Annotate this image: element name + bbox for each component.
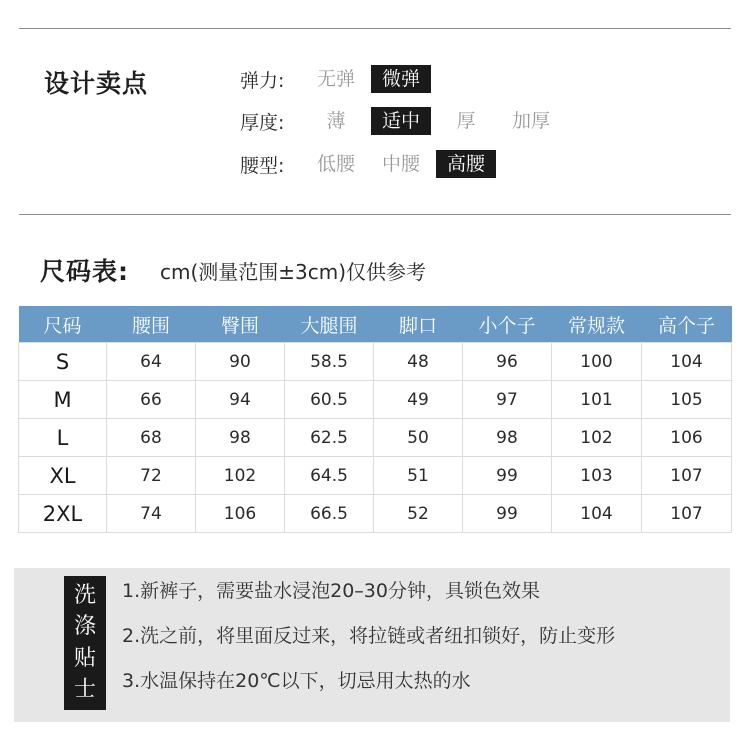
table-cell: 104 <box>552 495 642 533</box>
option-value: 厚 <box>456 110 476 132</box>
table-cell: 104 <box>642 343 732 381</box>
option-label: 弹力: <box>240 69 285 92</box>
size-table-header <box>19 306 732 343</box>
wash-label-char: 贴 <box>73 645 96 671</box>
table-cell: 106 <box>196 495 285 533</box>
size-chart-note: cm(测量范围±3cm)仅供参考 <box>160 260 427 284</box>
option-value: 无弹 <box>316 68 355 90</box>
table-cell: 98 <box>196 419 285 457</box>
table-cell: 62.5 <box>285 419 374 457</box>
top-divider <box>19 28 731 29</box>
table-cell: 107 <box>642 457 732 495</box>
size-label: 2XL <box>19 495 107 533</box>
table-cell: 64.5 <box>285 457 374 495</box>
table-cell: 52 <box>374 495 463 533</box>
table-cell: 99 <box>463 457 552 495</box>
option-value: 薄 <box>326 110 346 132</box>
column-header: 尺码 <box>19 306 107 343</box>
design-section-title: 设计卖点 <box>44 69 149 98</box>
table-cell: 99 <box>463 495 552 533</box>
table-cell: 106 <box>642 419 732 457</box>
wash-tips-label <box>64 576 106 710</box>
column-header: 臀围 <box>196 306 285 343</box>
table-cell: 68 <box>107 419 196 457</box>
table-cell: 51 <box>374 457 463 495</box>
option-selected: 适中 <box>371 107 431 135</box>
table-cell: 98 <box>463 419 552 457</box>
size-table <box>18 306 732 533</box>
option-value: 中腰 <box>381 153 420 175</box>
size-label: XL <box>19 457 107 495</box>
column-header: 腰围 <box>107 306 196 343</box>
table-cell: 48 <box>374 343 463 381</box>
table-row <box>19 457 732 495</box>
table-cell: 107 <box>642 495 732 533</box>
option-value: 低腰 <box>316 153 355 175</box>
table-cell: 94 <box>196 381 285 419</box>
table-cell: 50 <box>374 419 463 457</box>
wash-tip: 2.洗之前，将里面反过来，将拉链或者纽扣锁好，防止变形 <box>122 625 616 647</box>
wash-label-char: 涤 <box>73 614 96 640</box>
column-header: 常规款 <box>552 306 642 343</box>
table-cell: 72 <box>107 457 196 495</box>
size-label: L <box>19 419 107 457</box>
option-row <box>240 149 501 179</box>
table-cell: 66.5 <box>285 495 374 533</box>
wash-label-char: 洗 <box>73 582 96 608</box>
table-cell: 66 <box>107 381 196 419</box>
column-header: 高个子 <box>642 306 732 343</box>
table-cell: 103 <box>552 457 642 495</box>
wash-label-char: 士 <box>73 677 96 703</box>
option-label: 腰型: <box>240 154 285 177</box>
option-selected: 微弹 <box>371 65 431 93</box>
option-selected: 高腰 <box>436 150 496 178</box>
wash-tip: 3.水温保持在20℃以下，切忌用太热的水 <box>122 670 471 692</box>
table-cell: 102 <box>196 457 285 495</box>
column-header: 小个子 <box>463 306 552 343</box>
column-header: 脚口 <box>374 306 463 343</box>
table-row <box>19 419 732 457</box>
option-label: 厚度: <box>240 111 285 134</box>
table-cell: 74 <box>107 495 196 533</box>
wash-tip: 1.新裤子，需要盐水浸泡20–30分钟，具锁色效果 <box>122 580 540 602</box>
table-cell: 100 <box>552 343 642 381</box>
option-row <box>240 64 436 94</box>
table-cell: 97 <box>463 381 552 419</box>
table-row <box>19 495 732 533</box>
option-value: 加厚 <box>511 110 550 132</box>
middle-divider <box>19 214 731 215</box>
size-chart-title: 尺码表: <box>40 257 129 286</box>
table-cell: 58.5 <box>285 343 374 381</box>
table-cell: 105 <box>642 381 732 419</box>
table-cell: 64 <box>107 343 196 381</box>
table-cell: 101 <box>552 381 642 419</box>
column-header: 大腿围 <box>285 306 374 343</box>
size-label: M <box>19 381 107 419</box>
table-cell: 49 <box>374 381 463 419</box>
table-cell: 102 <box>552 419 642 457</box>
table-cell: 90 <box>196 343 285 381</box>
wash-tips-panel <box>14 568 730 722</box>
table-cell: 60.5 <box>285 381 374 419</box>
table-row <box>19 343 732 381</box>
option-row <box>240 106 566 136</box>
size-label: S <box>19 343 107 381</box>
table-cell: 96 <box>463 343 552 381</box>
table-row <box>19 381 732 419</box>
